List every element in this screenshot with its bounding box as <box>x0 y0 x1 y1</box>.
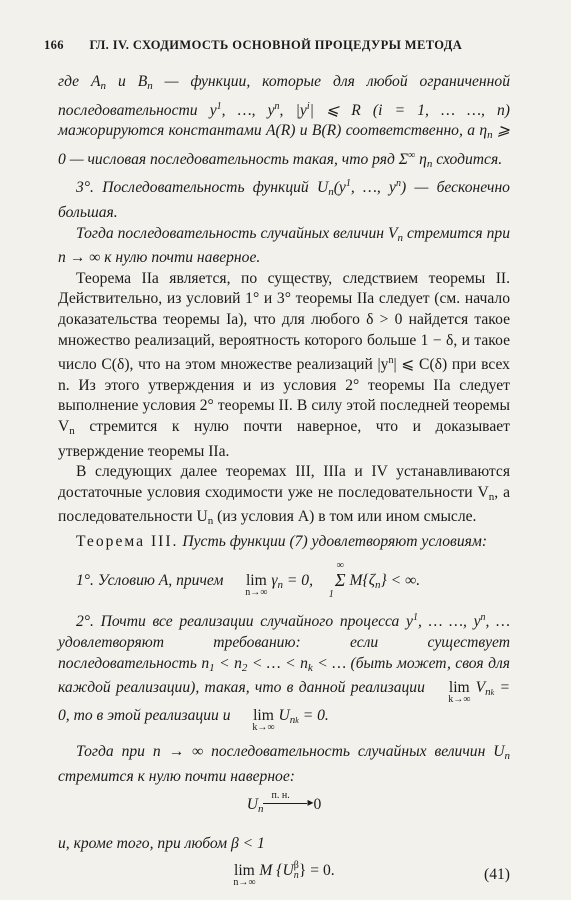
proof-paragraph: Теорема IIa является, по существу, следствием теоремы II. Действительно, из условий 1° и 3° теоремы IIa следует (см. начало доказательства теоремы Ia), что для любого δ > 0 найдется такое множество реализаций, вероятность которого больше 1 − δ, и такое число C(δ), что на этом множестве реализаций $|y^n|$ ⩽ C(δ) при всех n. Из этого утверждения и из условия 2° теоремы IIa следует выполнение условия 2° теоремы II. В силу этой последней теоремы $V_n$ стремится к нулю почти наверное, что и доказывает утверждение теоремы IIa. <box>58 269 510 460</box>
running-header <box>44 38 531 53</box>
running-title: ГЛ. IV. СХОДИМОСТЬ ОСНОВНОЙ ПРОЦЕДУРЫ МЕТОДА <box>89 38 463 52</box>
equation-41: lim n→∞ M {U β n } = 0. (41) <box>233 860 510 888</box>
condition-3: 3°. Последовательность функций $U_n(y^1$, …, $y^n$) — бесконечно большая. <box>58 178 510 221</box>
theorem-2a-statement: Тогда последовательность случайных величин $V_n$ стремится при n → ∞ к нулю почти наверное. <box>58 224 510 267</box>
sum-symbol: ∞ Σ 1 <box>328 560 346 601</box>
intro-paragraph: В следующих далее теоремах III, IIIa и IV устанавливаются достаточные условия сходимости уже не последовательности $V_n$, а последовательности $U_n$ (из условия A) в том или ином смысле. <box>58 463 510 528</box>
condition-1: 1°. Условию А, причем lim n→∞ $\gamma_n = 0$, ∞ Σ 1 $M\{\zeta_n\}$ < ∞. <box>76 560 421 601</box>
beta-line: и, кроме того, при любом β < 1 <box>58 835 265 853</box>
theorem-3-heading: Теорема III. Пусть функции (7) удовлетворяют условиям: <box>76 532 488 550</box>
condition-2: 2°. Почти все реализации случайного процесса $y^1$, … …, $y^n$, … удовлетворяют требованию: если существует последовательность $n_1 < n_2$ < … < $n_k$ < … (быть может, своя для каждой реализации), такая, что в данной реализации lim k→∞ $V_{nk} = 0$, то в этой реализации и lim k→∞ $U_{nk} = 0$. <box>58 612 511 734</box>
page-body <box>58 72 510 889</box>
conclusion: Тогда при n → ∞ последовательность случайных величин $U_n$ стремится к нулю почти наверное: <box>58 743 510 785</box>
page-number: 166 <box>44 38 64 52</box>
theorem-name: Теорема III. <box>76 532 179 550</box>
convergence-formula: $U_n$ п. н. ▸ 0 <box>246 790 322 816</box>
paragraph-conditions: где $A_n$ и $B_n$ — функции, которые для любой ограниченной последовательности $y^1$, …, $y^n$, $|y^i|$ ⩽ R (i = 1, … …, n) мажорируются константами A(R) и B(R) соответственно, а $\eta_n$ ⩾ 0 — числовая последовательность такая, что ряд Σ∞ $\eta_n$ сходится. <box>58 73 511 170</box>
equation-number: (41) <box>484 865 510 883</box>
